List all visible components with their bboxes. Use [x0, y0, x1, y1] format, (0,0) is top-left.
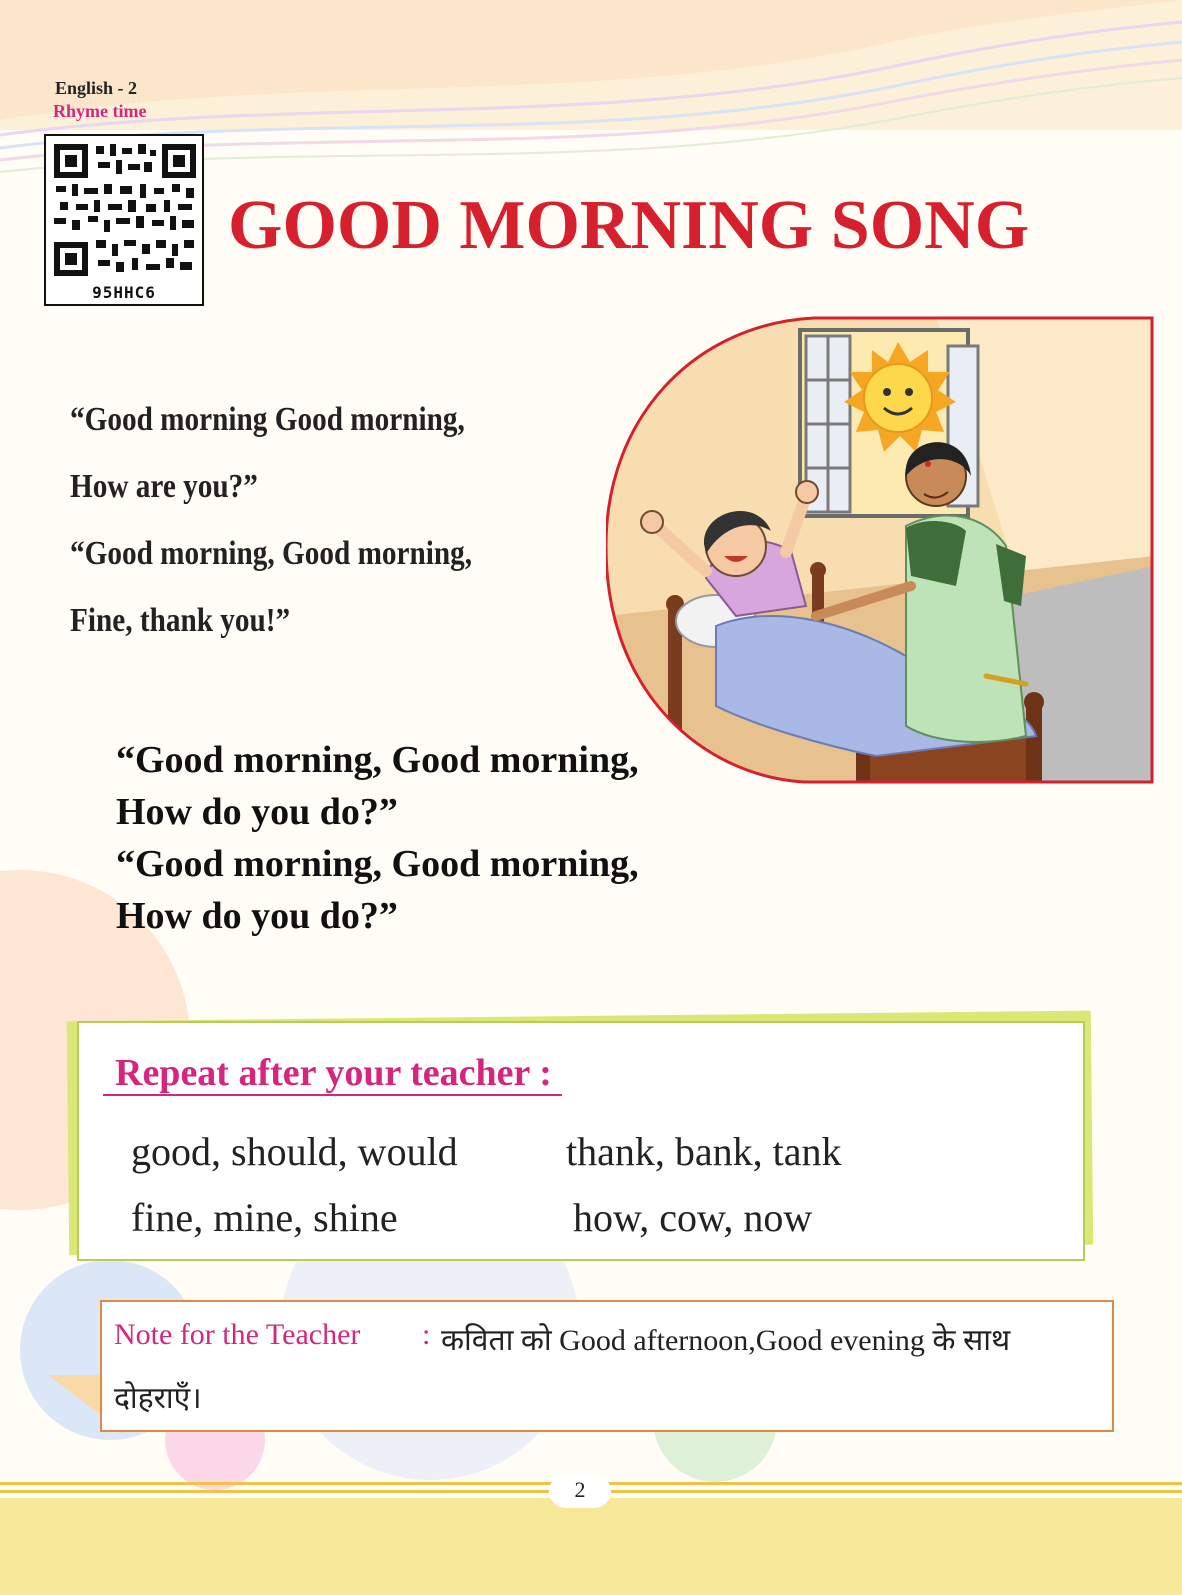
teacher-note-text: कविता को Good afternoon,Good evening के साथ	[441, 1324, 1011, 1357]
chapter-name: Rhyme time	[53, 101, 147, 121]
repeat-heading: Repeat after your teacher :	[103, 1052, 562, 1096]
qr-code-label: 95HHC6	[92, 283, 156, 302]
verse-line: “Good morning, Good morning,	[70, 535, 473, 572]
teacher-note-label: Note for the Teacher	[114, 1318, 361, 1351]
word-group: good, should, would	[131, 1129, 458, 1174]
verse-line: “Good morning, Good morning,	[116, 843, 639, 885]
verse-line: How are you?”	[70, 468, 258, 505]
verse-line: “Good morning Good morning,	[70, 401, 465, 438]
bedroom-morning-illustration-icon	[606, 316, 1154, 784]
word-group: fine, mine, shine	[131, 1195, 398, 1240]
page-number: 2	[574, 1477, 586, 1502]
verse-line: How do you do?”	[116, 895, 398, 937]
verse-line: Fine, thank you!”	[70, 602, 291, 639]
word-group: how, cow, now	[573, 1195, 813, 1240]
teacher-note-text-continued: दोहराएँ।	[114, 1382, 202, 1415]
qr-code-icon	[54, 144, 196, 276]
teacher-note-colon: :	[422, 1318, 431, 1351]
verse-2	[116, 734, 639, 942]
verse-line: “Good morning, Good morning,	[116, 739, 639, 781]
verse-1	[70, 386, 472, 654]
qr-code[interactable]	[44, 134, 204, 306]
footer-band	[0, 1498, 1182, 1595]
book-title: English - 2	[55, 78, 138, 98]
page-title: GOOD MORNING SONG	[228, 187, 1030, 264]
verse-line: How do you do?”	[116, 791, 398, 833]
word-group: thank, bank, tank	[566, 1129, 842, 1174]
